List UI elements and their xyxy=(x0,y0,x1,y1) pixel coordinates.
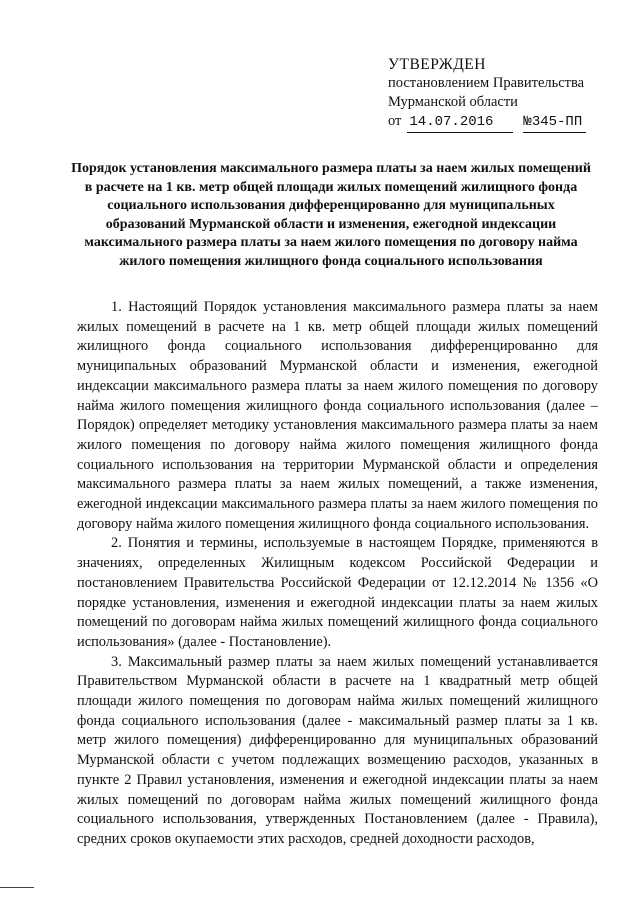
document-title: Порядок установления максимального размера платы за наем жилых помещений в расчете на 1 кв. метр общей площади жилых помещений жилищного фонда социального использования дифференцированно для муниципальных образований Мурманской области и изменения, ежегодной индексации максимального размера платы за наем жилого помещения по договору найма жилого помещения жилищного фонда социального использования xyxy=(71,161,591,269)
paragraph-3: 3. Максимальный размер платы за наем жилых помещений устанавливается Правительством Мурманской области в расчете на 1 квадратный метр общей площади жилого помещения по договорам найма жилых помещений жилищного фонда социального использования (далее - максимальный размер платы за 1 кв. метр жилого помещения) дифференцированно для муниципальных образований Мурманской области с учетом подлежащих возмещению расходов, указанных в пункте 2 Правил установления, изменения и ежегодной индексации платы за наем жилых помещений по договорам найма жилых помещений жилищного фонда социального использования, утвержденных Постановлением (далее - Правила), средних сроков окупаемости этих расходов, средней доходности расходов, xyxy=(77,653,598,847)
approval-heading: УТВЕРЖДЕН xyxy=(388,56,486,73)
approval-date-line xyxy=(388,112,618,133)
scan-edge-mark xyxy=(0,887,34,888)
approval-line-2: Мурманской области xyxy=(388,94,518,110)
document-body xyxy=(77,298,598,850)
approval-line-1: постановлением Правительства xyxy=(388,75,585,91)
paragraph-1: 1. Настоящий Порядок установления максимального размера платы за наем жилых помещений в расчете на 1 кв. метр общей площади жилых помещений жилищного фонда социального использования дифференцированно для муниципальных образований Мурманской области и изменения, ежегодной индексации максимального размера платы за наем жилого помещения по договору найма жилого помещения жилищного фонда социального использования (далее – Порядок) определяет методику установления максимального размера платы за наем жилого помещения по договору найма жилого помещения жилищного фонда социального использования на территории Мурманской области и определения максимального размера платы за наем жилых помещений, а также изменения, ежегодной индексации максимального размера платы за наем жилого помещения по договору найма жилого помещения жилищного фонда социального использования. xyxy=(77,299,598,532)
paragraph-2: 2. Понятия и термины, используемые в настоящем Порядке, применяются в значениях, определенных Жилищным кодексом Российской Федерации и постановлением Правительства Российской Федерации от 12.12.2014 № 1356 «О порядке установления, изменения и ежегодной индексации платы за наем жилых помещений по договорам найма жилых помещений жилищного фонда социального использования» (далее - Постановление). xyxy=(77,535,598,650)
approval-stamp xyxy=(388,55,618,133)
from-label: от xyxy=(388,113,402,129)
approval-number: №345-ПП xyxy=(523,113,586,133)
approval-date: 14.07.2016 xyxy=(407,113,513,133)
